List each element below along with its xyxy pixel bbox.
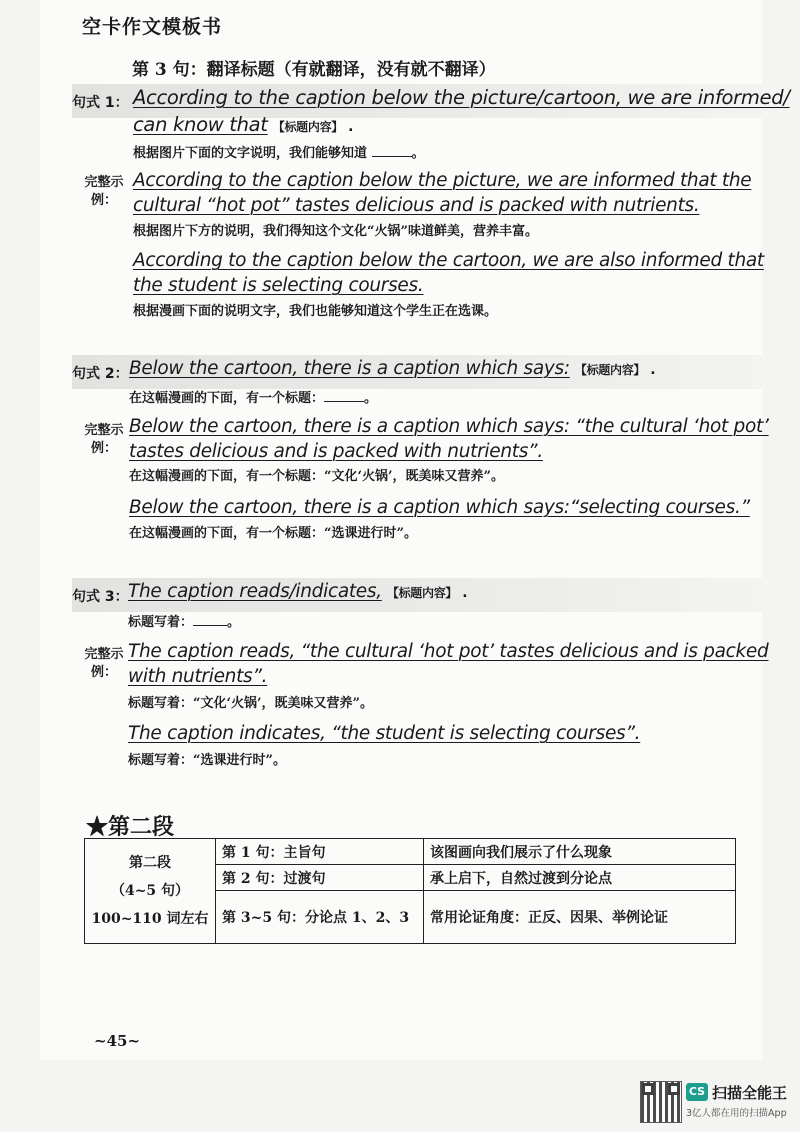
section-heading: 第 3 句：翻译标题（有就翻译，没有就不翻译） <box>132 60 496 80</box>
pattern-1-cn: 根据图片下面的文字说明，我们能够知道 <box>133 146 368 161</box>
fill-blank <box>372 144 412 157</box>
sentence-cell: 第 3~5 句：分论点 1、2、3 <box>216 891 424 944</box>
pattern-2-example-label: 完整示例： <box>84 423 124 456</box>
camscanner-logo-icon: CS <box>686 1083 708 1101</box>
pattern-1-ex2-cn: 根据漫画下面的说明文字，我们也能够知道这个学生正在选课。 <box>133 304 498 319</box>
pattern-3-example-label: 完整示例： <box>84 647 124 680</box>
pattern-1-example-label: 完整示例： <box>84 175 124 208</box>
pattern-3-ex1-line2: with nutrients”. <box>128 666 268 687</box>
pattern-3-cn-end: 。 <box>227 615 241 630</box>
pattern-3-ref: 【标题内容】 <box>386 586 458 600</box>
pattern-1-cn-row <box>133 142 425 161</box>
pattern-1-text-line2: can know that <box>133 113 268 136</box>
pattern-1-ex2-line1: According to the caption below the cartoon, we are also informed that <box>133 250 764 271</box>
paragraph-2-title: ★第二段 <box>86 814 175 840</box>
pattern-1-end: . <box>348 119 354 135</box>
pattern-1-ex1-line2: cultural “hot pot” tastes delicious and is packed with nutrients. <box>133 195 700 216</box>
pattern-2-ex1-cn: 在这幅漫画的下面，有一个标题：“文化‘火锅’，既美味又营养”。 <box>129 469 505 484</box>
paragraph-2-table <box>84 838 736 944</box>
pattern-2-cn: 在这幅漫画的下面，有一个标题： <box>129 391 325 406</box>
pattern-1-ex1-line1: According to the caption below the picture, we are informed that the <box>133 170 752 191</box>
pattern-3-ex2-cn: 标题写着：“选课进行时”。 <box>128 753 286 768</box>
pattern-1-ref: 【标题内容】 <box>272 120 343 134</box>
paragraph-name: 第二段 <box>129 855 171 871</box>
pattern-2-ex2-line1: Below the cartoon, there is a caption which says:“selecting courses.” <box>129 497 750 518</box>
pattern-2-end: . <box>650 362 656 378</box>
pattern-3-cn: 标题写着： <box>128 615 194 630</box>
pattern-2-cn-end: 。 <box>364 391 378 406</box>
book-title: 空卡作文模板书 <box>82 16 223 38</box>
description-cell: 该图画向我们展示了什么现象 <box>424 839 736 865</box>
pattern-2-text: Below the cartoon, there is a caption which says: <box>129 358 570 379</box>
word-count: 100~110 词左右 <box>91 911 209 927</box>
pattern-3-end: . <box>462 585 468 601</box>
pattern-1-text-line2-row <box>133 113 353 136</box>
pattern-3-ex1-line1: The caption reads, “the cultural ‘hot pot’ tastes delicious and is packed <box>128 641 769 662</box>
scanner-tagline: 3亿人都在用的扫描App <box>686 1108 787 1119</box>
description-cell: 常用论证角度：正反、因果、举例论证 <box>424 891 736 944</box>
sentence-cell: 第 2 句：过渡句 <box>216 865 424 891</box>
pattern-1-ex1-cn: 根据图片下方的说明，我们得知这个文化“火锅”味道鲜美，营养丰富。 <box>133 224 538 239</box>
pattern-3-ex1-cn: 标题写着：“文化‘火锅’，既美味又营养”。 <box>128 696 374 711</box>
pattern-2-cn-row <box>129 387 377 406</box>
pattern-2-ex1-line1: Below the cartoon, there is a caption which says: “the cultural ‘hot pot’ <box>129 416 769 437</box>
pattern-3-text-row <box>128 581 468 602</box>
pattern-2-ex1-line2: tastes delicious and is packed with nutrients”. <box>129 441 543 462</box>
sentence-cell: 第 1 句：主旨句 <box>216 839 424 865</box>
pattern-2-text-row <box>129 358 656 379</box>
pattern-2-ref: 【标题内容】 <box>574 363 646 377</box>
description-cell: 承上启下，自然过渡到分论点 <box>424 865 736 891</box>
pattern-3-text: The caption reads/indicates, <box>128 581 382 602</box>
pattern-3-label: 句式 3： <box>72 589 129 605</box>
fill-blank <box>324 389 364 402</box>
table-row <box>85 839 736 865</box>
page-number: ~45~ <box>94 1032 141 1050</box>
pattern-1-label: 句式 1： <box>72 95 129 111</box>
pattern-2-label: 句式 2： <box>72 366 129 382</box>
sentence-count: （4~5 句） <box>110 883 190 899</box>
pattern-3-ex2-line1: The caption indicates, “the student is selecting courses”. <box>128 723 641 744</box>
pattern-1-ex2-line2: the student is selecting courses. <box>133 275 424 296</box>
pattern-1-cn-end: 。 <box>411 146 425 161</box>
pattern-1-text-line1: According to the caption below the picture/cartoon, we are informed/ <box>133 86 790 109</box>
paragraph-info-cell <box>85 839 216 944</box>
pattern-3-cn-row <box>128 611 240 630</box>
scanner-brand: 扫描全能王 <box>712 1084 788 1102</box>
fill-blank <box>193 613 227 626</box>
pattern-2-ex2-cn: 在这幅漫画的下面，有一个标题：“选课进行时”。 <box>129 526 417 541</box>
qr-code-icon <box>640 1081 682 1123</box>
